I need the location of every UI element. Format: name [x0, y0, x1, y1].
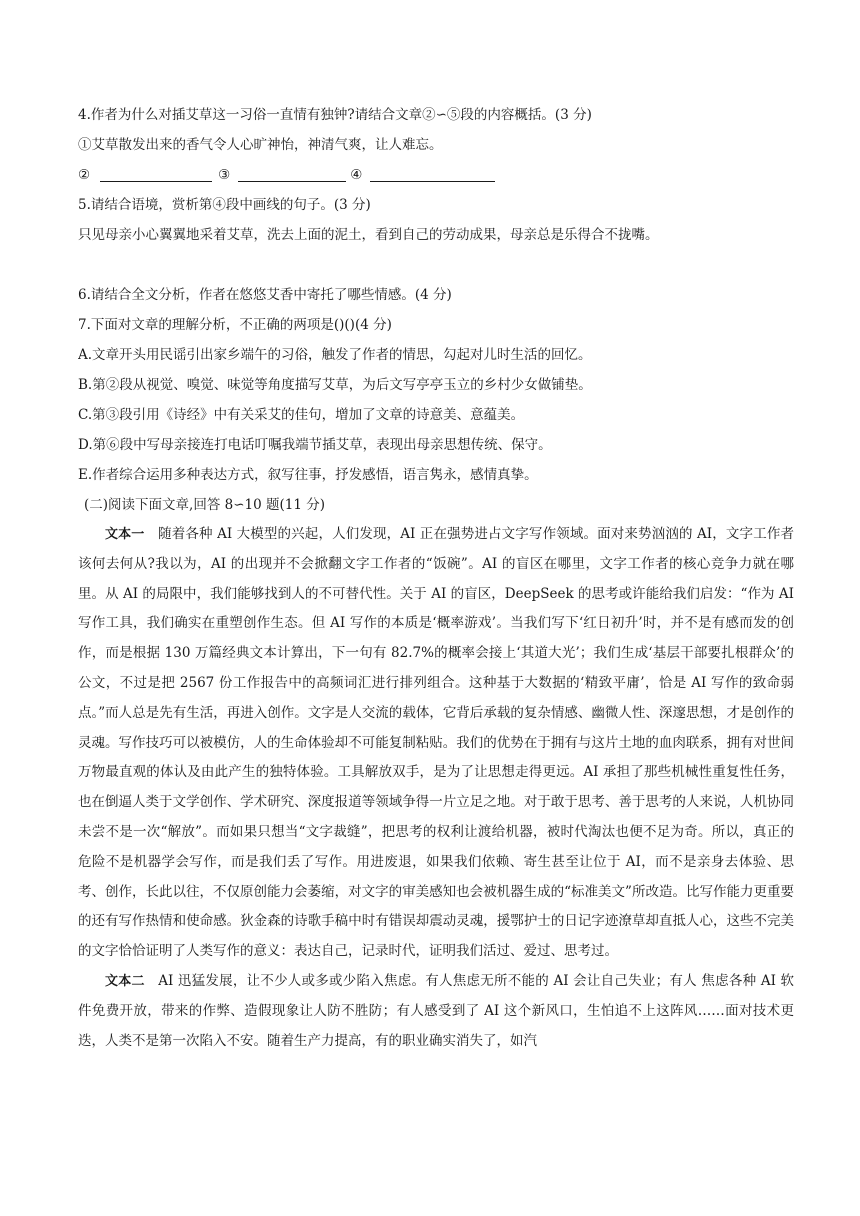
question-4: 4.作者为什么对插艾草这一习俗一直情有独钟?请结合文章②∽⑤段的内容概括。(3 分): [78, 107, 592, 123]
text-1-body: 随着各种 AI 大模型的兴起，人们发现，AI 正在强势进占文字写作领域。面对来势汹汹的 AI，文字工作者该何去何从?我以为，AI 的出现并不会掀翻文字工作者的“饭碗”。AI 的盲区在哪里，文字工作者的核心竞争力就在哪里。从 AI 的局限中，我们能够找到人的不可替代性。关于 AI 的盲区，DeepSeek 的思考或许能给我们启发：“作为 AI 写作工具，我们确实在重塑创作生态。但 AI 写作的本质是‘概率游戏’。当我们写下‘红日初升’时，并不是有感而发的创作，而是根据 130 万篇经典文本计算出，下一句有 82.7%的概率会接上‘其道大光’；我们生成‘基层干部要扎根群众’的公文，不过是把 2567 份工作报告中的高频词汇进行排列组合。这种基于大数据的‘精致平庸’，恰是 AI 写作的致命弱点。”而人总是先有生活，再进入创作。文字是人交流的载体，它背后承载的复杂情感、幽微人性、深邃思想，才是创作的灵魂。写作技巧可以被模仿，人的生命体验却不可能复制粘贴。我们的优势在于拥有与这片土地的血肉联系，拥有对世间万物最直观的体认及由此产生的独特体验。工具解放双手，是为了让思想走得更远。AI 承担了那些机械性重复性任务，也在倒逼人类于文学创作、学术研究、深度报道等领域争得一片立足之地。对于敢于思考、善于思考的人来说，人机协同未尝不是一次“解放”。而如果只想当“文字裁缝”，把思考的权利让渡给机器，被时代淘汰也便不足为奇。所以，真正的危险不是机器学会写作，而是我们丢了写作。用进废退，如果我们依赖、寄生甚至让位于 AI，而不是亲身去体验、思考、创作，长此以往，不仅原创能力会萎缩，对文字的审美感知也会被机器生成的“标准美文”所改造。比写作能力更重要的还有写作热情和使命感。狄金森的诗歌手稿中时有错误却震动灵魂，援鄂护士的日记字迹潦草却直抵人心，这些不完美的文字恰恰证明了人类写作的意义：表达自己，记录时代，证明我们活过、爱过、思考过。: [78, 526, 794, 960]
answer-blank-2[interactable]: [100, 165, 212, 182]
blank-marker-2: ②: [78, 167, 91, 183]
question-4-blanks: [78, 160, 794, 190]
text-2-label: 文本二: [105, 973, 145, 989]
question-5: 5.请结合语境，赏析第④段中画线的句子。(3 分): [78, 197, 371, 213]
section-2-heading: (二)阅读下面文章,回答 8∽10 题(11 分): [84, 497, 325, 513]
option-b: B.第②段从视觉、嗅觉、味觉等角度描写艾草，为后文写亭亭玉立的乡村少女做铺垫。: [78, 377, 592, 393]
answer-blank-4[interactable]: [370, 165, 495, 182]
blank-marker-4: ④: [350, 167, 363, 183]
option-c: C.第③段引用《诗经》中有关采艾的佳句，增加了文章的诗意美、意蕴美。: [78, 407, 525, 423]
option-e: E.作者综合运用多种表达方式，叙写往事，抒发感悟，语言隽永，感情真挚。: [78, 467, 538, 483]
option-d: D.第⑥段中写母亲接连打电话叮嘱我端节插艾草，表现出母亲思想传统、保守。: [78, 437, 552, 453]
answer-blank-3[interactable]: [238, 165, 346, 182]
text-1-label: 文本一: [105, 527, 145, 542]
document-page: [78, 100, 794, 1056]
question-5-sentence: 只见母亲小心翼翼地采着艾草，洗去上面的泥土，看到自己的劳动成果，母亲总是乐得合不拢嘴。: [78, 227, 659, 243]
text-2-paragraph: [78, 967, 794, 1056]
option-a: A.文章开头用民谣引出家乡端午的习俗，触发了作者的情思，勾起对儿时生活的回忆。: [78, 347, 592, 363]
text-2-body: AI 迅猛发展，让不少人或多或少陷入焦虑。有人焦虑无所不能的 AI 会让自己失业；有人 焦虑各种 AI 软件免费开放，带来的作弊、造假现象让人防不胜防；有人感受到了 AI 这个新风口，生怕追不上这阵风……面对技术更迭，人类不是第一次陷入不安。随着生产力提高，有的职业确实消失了，如汽: [78, 972, 794, 1049]
question-7: 7.下面对文章的理解分析，不正确的两项是()()(4 分): [78, 317, 392, 333]
blank-marker-3: ③: [218, 167, 231, 183]
question-4-answer-1: ①艾草散发出来的香气令人心旷神怡，神清气爽，让人难忘。: [78, 137, 443, 153]
answer-space: [78, 250, 794, 280]
question-6: 6.请结合全文分析，作者在悠悠艾香中寄托了哪些情感。(4 分): [78, 287, 452, 303]
text-1-paragraph: [78, 520, 794, 967]
